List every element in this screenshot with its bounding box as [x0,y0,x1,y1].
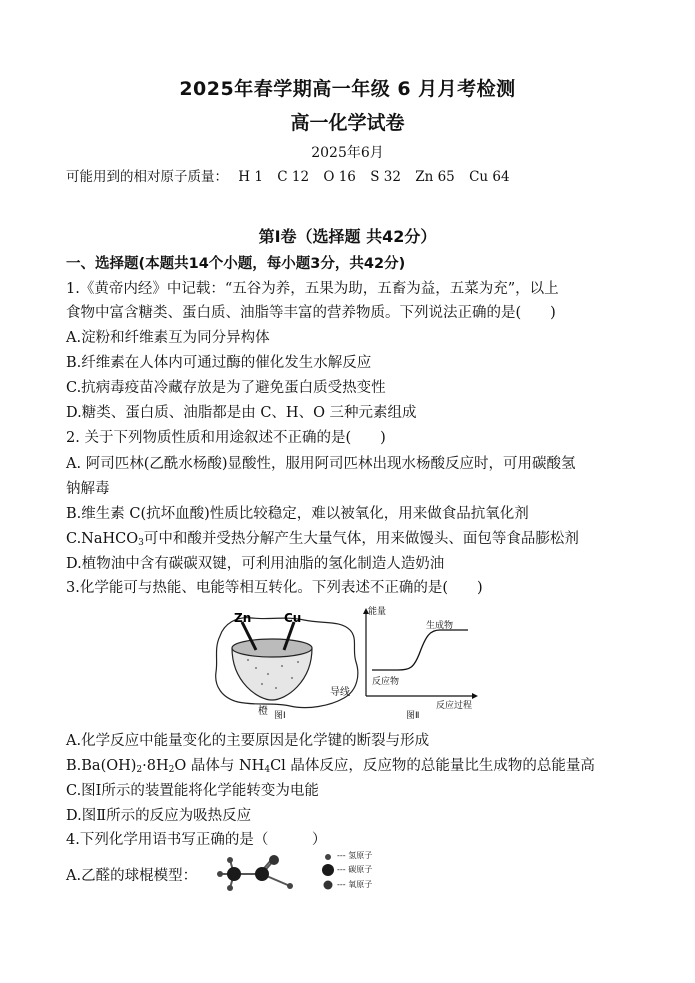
q2-option-b: B.维生素 C(抗坏血酸)性质比较稳定，难以被氧化，用来做食品抗氧化剂 [66,506,529,522]
oxygen-atom [269,855,279,865]
q2-stem: 2. 关于下列物质性质和用途叙述不正确的是( ) [66,430,386,446]
q3-stem: 3.化学能可与热能、电能等相互转化。下列表述不正确的是( ) [66,580,483,596]
q2-option-d: D.植物油中含有碳碳双键，可利用油脂的氢化制造人造奶油 [66,556,445,572]
atomic-mass-s: S 32 [370,169,401,185]
hydrogen-atom [217,871,223,877]
q2-option-c: C.NaHCO$_3$可中和酸并受热分解产生大量气体，用来做馒头、面包等食品膨松剂 [66,531,579,548]
q3-option-c: C.图Ⅰ所示的装置能将化学能转变为电能 [66,783,319,799]
exam-title: 2025年春学期高一年级 6 月月考检测 [179,78,516,100]
label-energy: 能量 [368,607,387,617]
q1-option-d: D.糖类、蛋白质、油脂都是由 C、H、O 三种元素组成 [66,405,417,421]
q1-option-c: C.抗病毒疫苗冷藏存放是为了避免蛋白质受热变性 [66,380,386,396]
legend-hydrogen-symbol [325,854,331,860]
q1-stem-line2: 食物中富含糖类、蛋白质、油脂等丰富的营养物质。下列说法正确的是( ) [66,305,556,321]
part-heading: 一、选择题(本题共14个小题，每小题3分，共42分) [66,256,406,272]
atomic-mass-cu: Cu 64 [469,169,510,185]
carbon-atom [255,867,269,881]
exam-subtitle: 高一化学试卷 [290,112,405,134]
exam-date: 2025年6月 [311,145,384,161]
energy-curve [372,630,468,670]
atomic-mass-zn: Zn 65 [415,169,455,185]
q3-option-a: A.化学反应中能量变化的主要原因是化学键的断裂与形成 [66,733,430,749]
figure-2-caption: 图Ⅱ [406,711,420,721]
figure-1-caption: 图Ⅰ [274,711,286,721]
hydrogen-atom [227,885,233,891]
label-orange: 橙 [258,706,268,717]
label-reactant: 反应物 [372,677,400,687]
atom-legend-symbols [318,852,338,892]
q1-stem-line1: 1.《黄帝内经》中记载：“五谷为养，五果为助，五畜为益，五菜为充”，以上 [66,281,559,297]
q3-option-d: D.图Ⅱ所示的反应为吸热反应 [66,808,252,824]
atomic-mass-h: H 1 [238,169,263,185]
label-zn: Zn [234,611,252,625]
legend-carbon: --- 碳原子 [337,865,373,874]
q2-option-a-line2: 钠解毒 [66,481,110,497]
hydrogen-atom [287,883,293,889]
q1-option-b: B.纤维素在人体内可通过酶的催化发生水解反应 [66,355,372,371]
atomic-mass-o: O 16 [323,169,356,185]
label-reaction-process: 反应过程 [436,701,473,711]
q2-option-a-line1: A. 阿司匹林(乙酰水杨酸)显酸性，服用阿司匹林出现水杨酸反应时，可用碳酸氢 [66,456,576,472]
atomic-mass-label: 可能用到的相对原子质量： [66,169,228,185]
legend-carbon-symbol [322,864,334,876]
legend-oxygen-symbol [324,881,333,890]
carbon-atom [227,867,241,881]
atomic-mass-line [66,167,520,187]
acetaldehyde-ball-stick-model [212,852,308,896]
label-product: 生成物 [426,621,454,631]
q3-option-b: $B.Ba(OH)_2\cdot 8H_2O$ 晶体与 $NH_4Cl$ 晶体反应，反应物的总能量比生成物的总能量高 [66,758,595,775]
label-wire: 导线 [330,687,350,698]
label-cu: Cu [284,611,302,625]
q1-option-a: A.淀粉和纤维素互为同分异构体 [66,330,270,346]
figure-orange-battery [212,608,362,724]
hydrogen-atom [227,857,233,863]
q4-stem: 4.下列化学用语书写正确的是（ ） [66,832,327,848]
atomic-mass-c: C 12 [277,169,310,185]
q4-option-a: A.乙醛的球棍模型： [66,868,198,884]
legend-oxygen: --- 氧原子 [337,880,373,889]
legend-hydrogen: --- 氢原子 [337,851,373,860]
section-title: 第Ⅰ卷（选择题 共42分） [258,227,437,246]
